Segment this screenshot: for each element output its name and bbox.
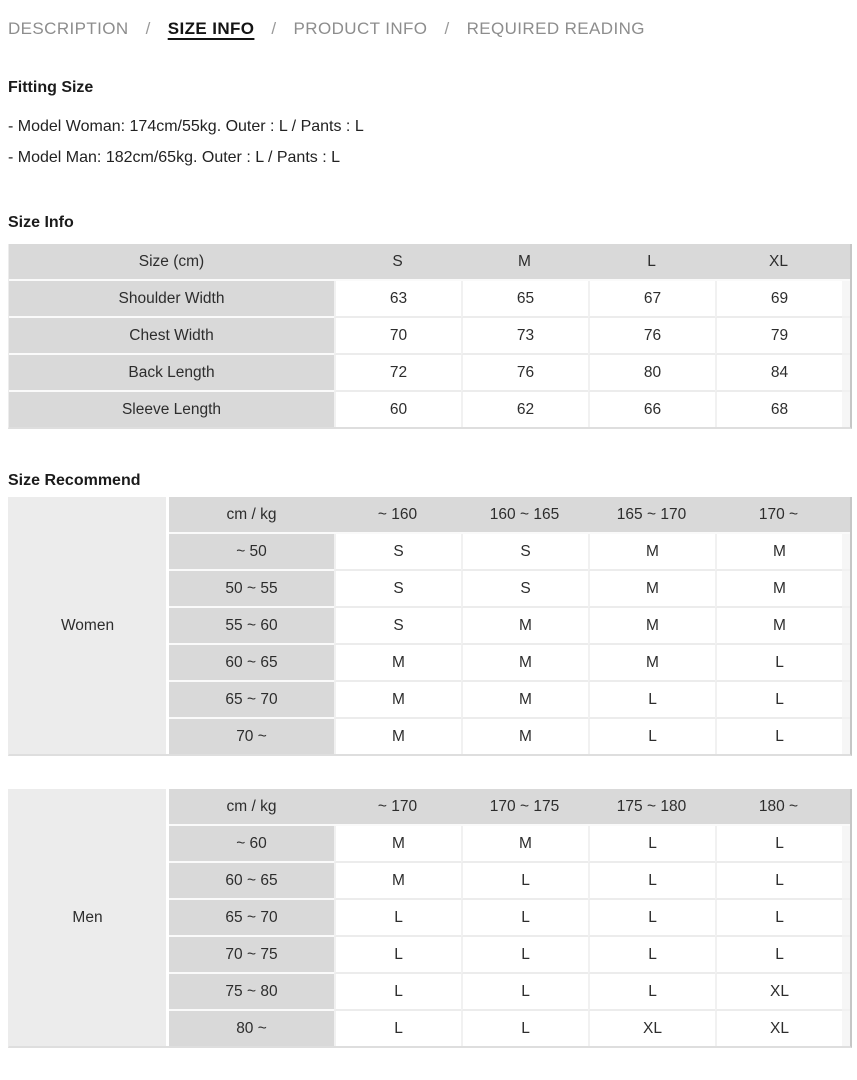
men-gutter <box>842 826 850 863</box>
size-info-header-size: S <box>334 244 461 281</box>
size-info-value: 60 <box>334 392 461 427</box>
size-info-gutter <box>842 244 850 281</box>
women-size-value: M <box>334 645 461 682</box>
tab-separator: / <box>145 19 151 38</box>
tab-required-reading[interactable]: REQUIRED READING <box>466 19 645 38</box>
women-row-label: 60 ~ 65 <box>169 645 334 682</box>
size-info-value: 67 <box>588 281 715 318</box>
size-info-row <box>9 318 850 355</box>
size-info-header-size: XL <box>715 244 842 281</box>
men-group-label: Men <box>9 789 169 1046</box>
women-gutter <box>842 497 850 534</box>
size-info-value: 80 <box>588 355 715 392</box>
women-size-value: M <box>334 719 461 754</box>
men-size-value: XL <box>715 974 842 1011</box>
size-info-value: 63 <box>334 281 461 318</box>
women-gutter <box>842 719 850 754</box>
tab-product-info[interactable]: PRODUCT INFO <box>293 19 428 38</box>
size-info-heading: Size Info <box>8 214 74 231</box>
women-size-value: L <box>715 719 842 754</box>
men-row-label: 65 ~ 70 <box>169 900 334 937</box>
fitting-size-line-woman: - Model Woman: 174cm/55kg. Outer : L / Pants : L <box>8 118 364 135</box>
size-info-gutter <box>842 281 850 318</box>
women-header-range: 170 ~ <box>715 497 842 534</box>
women-header-range: ~ 160 <box>334 497 461 534</box>
women-row-label: 70 ~ <box>169 719 334 754</box>
size-info-gutter <box>842 355 850 392</box>
men-size-value: L <box>588 900 715 937</box>
women-group-label: Women <box>9 497 169 754</box>
men-header-range: ~ 170 <box>334 789 461 826</box>
women-header-unit: cm / kg <box>169 497 334 534</box>
men-row-label: 75 ~ 80 <box>169 974 334 1011</box>
women-size-value: M <box>715 534 842 571</box>
women-size-value: L <box>715 645 842 682</box>
men-size-value: L <box>334 937 461 974</box>
men-row-label: 80 ~ <box>169 1011 334 1046</box>
women-size-value: M <box>588 645 715 682</box>
men-header-unit: cm / kg <box>169 789 334 826</box>
men-gutter <box>842 863 850 900</box>
women-size-value: S <box>334 534 461 571</box>
women-size-value: M <box>461 719 588 754</box>
men-row-label: 70 ~ 75 <box>169 937 334 974</box>
size-info-value: 73 <box>461 318 588 355</box>
women-size-value: L <box>588 719 715 754</box>
women-size-value: M <box>588 571 715 608</box>
size-recommend-men-table <box>8 789 852 1048</box>
women-size-value: S <box>334 571 461 608</box>
women-gutter <box>842 645 850 682</box>
women-size-value: M <box>334 682 461 719</box>
women-size-value: M <box>715 571 842 608</box>
women-row-label: 55 ~ 60 <box>169 608 334 645</box>
women-size-value: L <box>715 682 842 719</box>
product-tabs <box>8 18 849 40</box>
size-info-gutter <box>842 318 850 355</box>
women-row-label: 50 ~ 55 <box>169 571 334 608</box>
size-info-table <box>8 244 852 429</box>
women-row-label: ~ 50 <box>169 534 334 571</box>
size-info-row <box>9 392 850 427</box>
men-header-range: 170 ~ 175 <box>461 789 588 826</box>
men-size-value: L <box>715 863 842 900</box>
women-size-value: M <box>461 645 588 682</box>
size-recommend-women-body <box>9 497 850 754</box>
men-gutter <box>842 1011 850 1046</box>
men-row-label: 60 ~ 65 <box>169 863 334 900</box>
size-info-row-label: Chest Width <box>9 318 334 355</box>
men-size-value: L <box>334 1011 461 1046</box>
men-size-value: M <box>334 863 461 900</box>
men-size-value: M <box>334 826 461 863</box>
men-gutter <box>842 937 850 974</box>
men-size-value: XL <box>588 1011 715 1046</box>
size-info-value: 65 <box>461 281 588 318</box>
women-gutter <box>842 608 850 645</box>
size-info-value: 79 <box>715 318 842 355</box>
size-info-gutter <box>842 392 850 427</box>
men-size-value: L <box>588 863 715 900</box>
size-info-table-body <box>9 244 850 427</box>
size-info-row-label: Shoulder Width <box>9 281 334 318</box>
men-size-value: L <box>715 937 842 974</box>
size-info-row <box>9 281 850 318</box>
men-size-value: L <box>461 937 588 974</box>
fitting-size-line-man: - Model Man: 182cm/65kg. Outer : L / Pants : L <box>8 149 341 166</box>
women-gutter <box>842 682 850 719</box>
men-size-value: L <box>461 863 588 900</box>
size-recommend-men-body <box>9 789 850 1046</box>
tab-separator: / <box>444 19 450 38</box>
women-size-value: M <box>461 608 588 645</box>
men-size-value: L <box>461 974 588 1011</box>
size-info-row-label: Back Length <box>9 355 334 392</box>
men-gutter <box>842 900 850 937</box>
women-gutter <box>842 571 850 608</box>
men-size-value: L <box>461 900 588 937</box>
men-size-value: L <box>461 1011 588 1046</box>
men-size-value: L <box>715 900 842 937</box>
women-header-range: 165 ~ 170 <box>588 497 715 534</box>
women-size-value: S <box>334 608 461 645</box>
women-size-value: M <box>461 682 588 719</box>
men-size-value: L <box>715 826 842 863</box>
women-header-range: 160 ~ 165 <box>461 497 588 534</box>
size-info-value: 69 <box>715 281 842 318</box>
size-info-value: 68 <box>715 392 842 427</box>
size-info-row-label: Sleeve Length <box>9 392 334 427</box>
tab-size-info[interactable]: SIZE INFO <box>167 19 255 38</box>
size-info-value: 62 <box>461 392 588 427</box>
tab-separator: / <box>271 19 277 38</box>
men-gutter <box>842 789 850 826</box>
men-gutter <box>842 974 850 1011</box>
men-row-label: ~ 60 <box>169 826 334 863</box>
women-size-value: M <box>588 608 715 645</box>
men-size-value: L <box>588 937 715 974</box>
men-header-range: 180 ~ <box>715 789 842 826</box>
size-info-row <box>9 355 850 392</box>
size-recommend-heading: Size Recommend <box>8 472 141 489</box>
men-size-value: L <box>334 900 461 937</box>
tab-description[interactable]: DESCRIPTION <box>8 19 129 38</box>
men-header-range: 175 ~ 180 <box>588 789 715 826</box>
women-size-value: L <box>588 682 715 719</box>
size-recommend-women-table <box>8 497 852 756</box>
size-info-value: 76 <box>461 355 588 392</box>
men-size-value: L <box>588 974 715 1011</box>
size-info-header-row <box>9 244 850 281</box>
size-info-value: 76 <box>588 318 715 355</box>
size-info-value: 72 <box>334 355 461 392</box>
women-header-row <box>9 497 850 534</box>
women-size-value: S <box>461 571 588 608</box>
women-row-label: 65 ~ 70 <box>169 682 334 719</box>
women-gutter <box>842 534 850 571</box>
size-info-value: 66 <box>588 392 715 427</box>
size-info-value: 70 <box>334 318 461 355</box>
size-info-header-label: Size (cm) <box>9 244 334 281</box>
women-size-value: M <box>715 608 842 645</box>
women-size-value: M <box>588 534 715 571</box>
women-size-value: S <box>461 534 588 571</box>
men-header-row <box>9 789 850 826</box>
size-info-value: 84 <box>715 355 842 392</box>
men-size-value: XL <box>715 1011 842 1046</box>
size-info-header-size: L <box>588 244 715 281</box>
men-size-value: L <box>588 826 715 863</box>
size-info-header-size: M <box>461 244 588 281</box>
fitting-size-heading: Fitting Size <box>8 79 94 96</box>
men-size-value: L <box>334 974 461 1011</box>
men-size-value: M <box>461 826 588 863</box>
